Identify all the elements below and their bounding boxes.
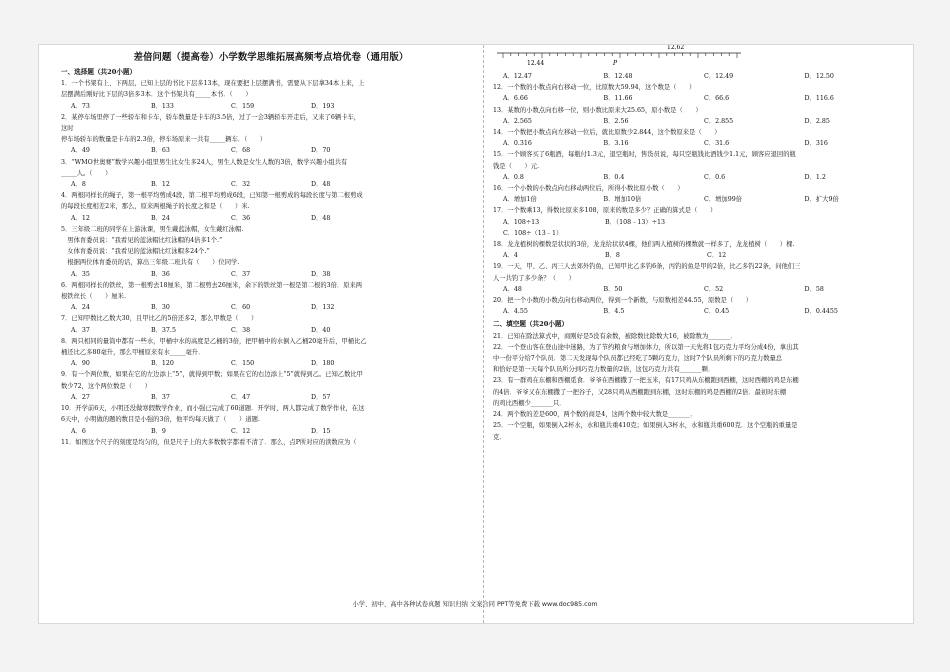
question-text: 11．如图这个尺子的刻度是均匀的，但是尺子上的大多数数字都看不清了．那么，点P所对应的读数应为（ [61, 438, 357, 446]
answer-option: B．4.5 [603, 308, 625, 316]
question-text: 23．有一群鸡在东棚和西棚觅食．爷爷在西棚撒了一把玉米，有17只鸡从东棚跑到西棚，这时西棚的鸡是东棚 [493, 377, 799, 385]
question-item [61, 224, 481, 280]
answer-options [61, 325, 481, 336]
page-footer: 小学、初中、高中各种试卷真题 知识归纳 文案合同 PPT等免费下载 www.doc985.com [352, 601, 598, 608]
question-text: 5．三年级二班的同学在上游泳课，男生戴蓝泳帽，女生戴红泳帽. [61, 225, 244, 233]
answer-option: B．50 [603, 285, 623, 293]
question-item [493, 420, 905, 442]
answer-option: D．扩大9倍 [804, 196, 839, 204]
answer-option: A．12 [71, 214, 90, 222]
fill-question-list [493, 331, 905, 443]
answer-option: B．133 [151, 102, 174, 110]
answer-option: D．57 [311, 393, 331, 401]
answer-option: C．68 [231, 147, 251, 155]
question-text: 克． [493, 433, 506, 441]
section-fill: 二、填空题（共20小题） [493, 320, 569, 329]
answer-option: B．9 [151, 427, 166, 435]
answer-option: D．12.50 [804, 73, 834, 80]
question-text: 22．一个登山客在登山途中迷路，为了节约粮食与增加体力，所以第一天先将1包巧克力平均分成4份，拿出其 [493, 343, 799, 351]
answer-options [61, 426, 481, 437]
answer-option: A．35 [71, 270, 90, 278]
question-text: 的每段长度相差2米，那么，原来两根绳子的长度之和是（ ）米. [61, 203, 250, 211]
answer-option: C．0.45 [704, 308, 730, 316]
answer-option: A．90 [71, 360, 90, 368]
answer-option: B．（108﹣13）÷13 [605, 218, 665, 226]
question-text: 根据两位体育委员的话，算出三年级二班共有（ ）位同学. [61, 259, 240, 267]
ruler-right-label: 12.62 [667, 45, 685, 51]
question-item [61, 78, 481, 112]
question-text: 6．两根同样长的铁丝，第一根剪去18厘米，第二根剪去26厘米，余下的铁丝第一根是第二根的3倍．原来两 [61, 281, 363, 289]
question-text: 数少72，这个两位数是（ ） [61, 382, 151, 390]
answer-option: B．12.48 [603, 73, 633, 80]
answer-option: B．120 [151, 360, 174, 368]
question-text: 人一共钓了多少条？（ ） [493, 274, 575, 282]
question-item [493, 375, 905, 409]
question-item [61, 280, 481, 314]
answer-options [61, 392, 481, 403]
question-text: 的鸡比西棚少_______只． [493, 399, 566, 407]
answer-option: B．63 [151, 147, 170, 155]
question-text: 10．开学前6天，小明还没做寒假数学作业，而小强已完成了60道题．开学时，两人都完成了数学作业，在这 [61, 405, 365, 413]
answer-options [61, 302, 481, 313]
answer-option: B．增加10倍 [603, 196, 642, 204]
answer-option: D．180 [311, 360, 335, 368]
question-item [493, 127, 905, 149]
answer-option: D．15 [311, 427, 331, 435]
question-text: 停车场轿车的数量是卡车的2.3倍，停车场原来一共有_____辆车．（ ） [61, 136, 267, 144]
question-item [493, 409, 905, 420]
question-text: 6天中，小明做的题的数目是小强的3倍，他平均每天做了（ ）道题. [61, 416, 260, 424]
answer-options [493, 116, 905, 127]
answer-option: A．49 [71, 147, 90, 155]
section-choice: 一、选择题（共20小题） [61, 68, 137, 76]
answer-option: B．11.66 [603, 95, 633, 103]
question-item [61, 112, 481, 157]
answer-options [493, 93, 905, 104]
answer-options [61, 179, 481, 190]
ruler-left-label: 12.44 [527, 60, 545, 67]
left-question-list [61, 78, 481, 448]
question-text: 7．已知甲数比乙数大30，且甲比乙的5倍还多2，那么甲数是（ ） [61, 315, 258, 323]
question-text: 16．一个小数的小数点向右移动两位后，所得小数比原小数（ ） [493, 185, 684, 193]
column-divider [483, 45, 484, 623]
answer-option: A．4 [503, 252, 518, 260]
question-text: 中一份平分给7个队员．第二天发现每个队员都已经吃了5颗巧克力，这时7个队员所剩下的巧克力数量总 [493, 355, 783, 363]
answer-option: A．0.8 [503, 173, 524, 181]
question-text: 25．一个空瓶，如果倒入2杯水，水和瓶共重410克；如果倒入3杯水，水和瓶共重600克．这个空瓶的重量是 [493, 422, 798, 430]
answer-option: C．12.49 [704, 73, 734, 80]
ruler-point-label: P [613, 60, 618, 67]
answer-option: B．3.16 [603, 140, 629, 148]
left-column [61, 45, 481, 448]
answer-option: C．47 [231, 393, 251, 401]
answer-options [61, 213, 481, 224]
question-item [61, 369, 481, 403]
answer-option: D．132 [311, 304, 335, 312]
question-item [493, 295, 905, 317]
answer-option: B．37 [151, 393, 170, 401]
answer-options [61, 358, 481, 369]
answer-option: C．37 [231, 270, 251, 278]
question-item [493, 82, 905, 104]
question-text: 根铁丝长（ ）厘米. [61, 293, 126, 301]
question-item [493, 261, 905, 295]
question-text: 3．“WMO世奥赛”数学兴趣小组里男生比女生多24人，男生人数是女生人数的3倍，数学兴趣小组共有 [61, 158, 348, 166]
answer-option: C．0.6 [704, 173, 726, 181]
question-text: 钱是（ ）元. [493, 162, 540, 170]
answer-option: D．48 [311, 214, 331, 222]
question-text: 20．把一个小数的小数点向右移动两位，得到一个新数，与原数相差44.55，原数是（ ） [493, 297, 753, 305]
answer-option: A．0.316 [503, 140, 532, 148]
question-text: 14．一个数把小数点向左移动一位后，就比原数少2.844，这个数原来是（ ） [493, 129, 721, 137]
answer-options [493, 71, 905, 82]
answer-option: A．增加1倍 [503, 196, 537, 204]
question-text: 8．两只相同的量筒中都有一些水，甲桶中水的高度是乙桶的3倍，把甲桶中的水倒入乙桶20毫升后，甲桶比乙 [61, 337, 367, 345]
answer-option: B．12 [151, 181, 170, 189]
answer-option: D．1.2 [804, 173, 826, 181]
answer-option: A．24 [71, 304, 90, 312]
answer-option: C．108÷（13﹣1） [503, 229, 563, 237]
question-text: 1．一个书架有上、下两层，已知上层的书比下层多13本，现在要把上层摆满书，需要从下层拿34本上来，上 [61, 80, 365, 88]
question-text: 4．两根同样长的绳子，第一根平均剪成4段，第二根平均剪成6段，已知第一根剪成的每段长度与第二根剪成 [61, 192, 363, 200]
answer-options [493, 284, 905, 295]
answer-option: C．159 [231, 102, 255, 110]
answer-option: B．30 [151, 304, 170, 312]
answer-option: B．37.5 [151, 326, 176, 334]
answer-option: C．2.855 [704, 117, 734, 125]
question-text: 15．一个顾客买了6瓶酒，每瓶付1.3元，退空瓶时，售货员说，每只空瓶钱比酒钱少1.1元，顾客应退回的瓶 [493, 151, 796, 159]
answer-option: A．8 [71, 181, 86, 189]
question-text: 层摆满后刚好比下层的3倍多3本．这个书架共有_____本书．（ ） [61, 91, 252, 99]
answer-option: C．12 [707, 252, 727, 260]
answer-option: D．116.6 [804, 95, 834, 103]
answer-option: A．27 [71, 393, 90, 401]
answer-option: C．52 [704, 285, 724, 293]
answer-option: B．2.56 [603, 117, 629, 125]
answer-options [493, 194, 905, 205]
question-item [493, 331, 905, 342]
answer-options [493, 250, 905, 261]
answer-option: D．2.85 [804, 117, 830, 125]
question-text: 男体育委员说：“我看见的蓝泳帽比红泳帽的4倍多1个.” [61, 237, 223, 245]
answer-option: B．36 [151, 270, 170, 278]
right-question-list [493, 71, 905, 317]
question-item [61, 157, 481, 191]
question-text: 21．已知在除法算式中，商刚好是5没有余数，被除数比除数大16，被除数为_______． [493, 332, 737, 340]
question-item [61, 336, 481, 370]
question-text: 24．两个数的差是600，两个数的商是4，这两个数中较大数是_______． [493, 411, 697, 419]
question-item [493, 183, 905, 205]
answer-option: A．73 [71, 102, 90, 110]
question-item [493, 71, 905, 82]
answer-options [493, 228, 905, 239]
ruler-figure [493, 45, 905, 71]
answer-option: B．0.4 [603, 173, 625, 181]
question-text: 17．一个数乘13，得数比原来多108，原来的数是多少？正确的算式是（ ） [493, 207, 717, 215]
answer-option: A．4.55 [503, 308, 528, 316]
answer-option: C．66.6 [704, 95, 730, 103]
question-text: 12．一个数的小数点向右移动一位，比原数大59.94，这个数是（ ） [493, 84, 696, 92]
question-text: 的4倍．爷爷又在东棚撒了一把谷子，又28只鸡从西棚跑到东棚，这时东棚的鸡是西棚的2倍．最初时东棚 [493, 388, 787, 396]
exam-page [38, 44, 914, 624]
answer-options [61, 269, 481, 280]
answer-option: C．36 [231, 214, 251, 222]
answer-options [493, 306, 905, 317]
question-text: 这时 [61, 125, 74, 133]
question-text: 9．有一个两位数，如果在它的左边添上“5”，就得到甲数；如果在它的右边添上“5”就得到乙。已知乙数比甲 [61, 371, 363, 379]
question-text: 13．某数的小数点向右移一位，则小数比原来大25.65，原小数是（ ） [493, 106, 702, 114]
question-text: 18．龙龙植树的棵数是状状的3倍，龙龙给状状4棵，他们两人植树的棵数就一样多了，龙龙植树（ ）棵. [493, 241, 795, 249]
answer-option: A．37 [71, 326, 90, 334]
question-item [61, 313, 481, 335]
answer-option: D．193 [311, 102, 335, 110]
answer-option: D．70 [311, 147, 331, 155]
question-item [493, 239, 905, 261]
answer-option: A．6.66 [503, 95, 528, 103]
question-text: _____人。（ ） [61, 169, 112, 177]
answer-options [61, 145, 481, 156]
answer-option: C．12 [231, 427, 251, 435]
answer-option: D．0.4455 [804, 308, 838, 316]
question-text: 和恰好是第一天每个队员所分到巧克力数量的2倍，这包巧克力共有_______颗． [493, 366, 715, 374]
answer-option: C．60 [231, 304, 251, 312]
page-title: 差倍问题（提高卷）小学数学思维拓展高频考点培优卷（通用版） [133, 52, 409, 63]
question-item [61, 437, 481, 448]
answer-option: A．12.47 [503, 73, 532, 80]
question-item [493, 105, 905, 127]
answer-option: A．6 [71, 427, 86, 435]
answer-option: D．40 [311, 326, 331, 334]
answer-option: C．150 [231, 360, 255, 368]
question-item [493, 342, 905, 376]
answer-option: C．38 [231, 326, 251, 334]
ruler-icon [493, 45, 753, 69]
question-text: 桶还比乙多80毫升，那么甲桶原来有水_____毫升． [61, 349, 205, 357]
answer-option: C．32 [231, 181, 251, 189]
question-item [493, 149, 905, 183]
answer-option: D．58 [804, 285, 824, 293]
answer-option: A．2.565 [503, 117, 532, 125]
answer-option: B．24 [151, 214, 170, 222]
question-item [493, 205, 905, 227]
question-text: 19．一天，甲、乙、丙三人去郊外钓鱼，已知甲比乙多钓6条，丙钓的鱼是甲的2倍，比乙多钓22条，问他们三 [493, 263, 801, 271]
question-item [61, 403, 481, 437]
answer-options [493, 172, 905, 183]
answer-option: A．48 [503, 285, 522, 293]
answer-options [493, 217, 905, 228]
answer-option: D．38 [311, 270, 331, 278]
question-item [61, 190, 481, 224]
question-item [493, 228, 905, 239]
question-text: 2．某停车场里停了一些轿车和卡车，轿车数量是卡车的3.5倍，过了一会3辆轿车开走后，又来了6辆卡车， [61, 113, 361, 121]
right-column [493, 45, 905, 443]
question-text: 女体育委员说：“我看见的蓝泳帽比红泳帽多24个.” [61, 248, 210, 256]
answer-option: D．316 [804, 140, 828, 148]
answer-option: B．8 [605, 252, 620, 260]
answer-options [61, 101, 481, 112]
answer-option: D．48 [311, 181, 331, 189]
answer-option: C．增加99倍 [704, 196, 743, 204]
answer-option: A．108÷13 [503, 218, 540, 226]
answer-option: C．31.6 [704, 140, 730, 148]
answer-options [493, 138, 905, 149]
